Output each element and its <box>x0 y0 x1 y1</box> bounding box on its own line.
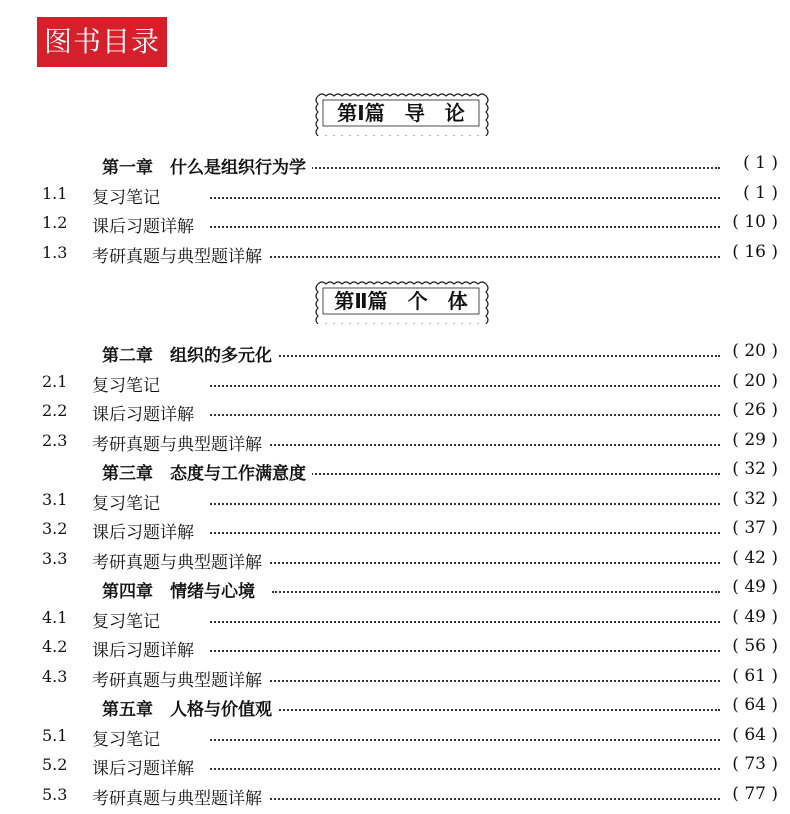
page-number: ( 1 ) <box>743 153 778 173</box>
section-row[interactable] <box>0 751 790 780</box>
section-title: 考研真题与典型题详解 <box>92 242 268 267</box>
section-number: 5.2 <box>42 755 68 774</box>
chapter-row[interactable] <box>0 692 790 721</box>
leader-dots <box>210 532 720 534</box>
leader-dots <box>210 621 720 623</box>
leader-dots <box>272 709 720 711</box>
section-number: 1.1 <box>42 183 68 203</box>
page-number: ( 26 ) <box>732 400 778 420</box>
section-row[interactable] <box>0 239 790 268</box>
section-number: 4.1 <box>42 607 68 627</box>
section-number: 2.3 <box>42 430 68 450</box>
section-title: 复习笔记 <box>92 371 166 396</box>
section-row[interactable] <box>0 545 790 574</box>
leader-dots <box>210 680 720 682</box>
section-title: 复习笔记 <box>92 607 166 632</box>
leader-dots <box>272 591 720 593</box>
section-number: 1.2 <box>42 213 68 232</box>
chapter-title: 第一章 什么是组织行为学 <box>102 153 312 178</box>
leader-dots <box>210 503 720 505</box>
part-title: 第Ⅰ篇 导 论 <box>337 101 465 125</box>
page-number: ( 37 ) <box>732 518 778 538</box>
section-row[interactable] <box>0 427 790 456</box>
leader-dots <box>272 167 720 169</box>
page-number: ( 64 ) <box>732 695 778 715</box>
section-row[interactable] <box>0 209 790 238</box>
chapter-title: 第二章 组织的多元化 <box>102 341 278 366</box>
section-number: 3.1 <box>42 489 68 509</box>
leader-dots <box>272 355 720 357</box>
section-number: 5.1 <box>42 725 68 745</box>
chapter-title: 第四章 情绪与心境 <box>102 577 261 602</box>
chapter-row[interactable] <box>0 150 790 179</box>
chapter-row[interactable] <box>0 574 790 603</box>
leader-dots <box>210 768 720 770</box>
leader-dots <box>210 444 720 446</box>
page-number: ( 20 ) <box>732 341 778 361</box>
section-row[interactable] <box>0 515 790 544</box>
leader-dots <box>210 414 720 416</box>
section-title: 课后习题详解 <box>92 754 200 779</box>
chapter-title: 第三章 态度与工作满意度 <box>102 459 312 484</box>
section-title: 考研真题与典型题详解 <box>92 430 268 455</box>
section-row[interactable] <box>0 663 790 692</box>
section-title: 课后习题详解 <box>92 636 200 661</box>
page-number: ( 1 ) <box>743 182 778 203</box>
page-number: ( 20 ) <box>732 370 778 391</box>
leader-dots <box>210 650 720 652</box>
section-number: 3.3 <box>42 548 68 568</box>
section-title: 复习笔记 <box>92 183 166 208</box>
part-heading <box>312 278 490 324</box>
section-title: 课后习题详解 <box>92 400 200 425</box>
page-number: ( 29 ) <box>732 429 778 450</box>
chapter-title: 第五章 人格与价值观 <box>102 695 278 720</box>
page-number: ( 42 ) <box>732 547 778 568</box>
toc-badge: 图书目录 <box>37 17 167 67</box>
leader-dots <box>210 562 720 564</box>
section-title: 课后习题详解 <box>92 518 200 543</box>
page-number: ( 32 ) <box>732 488 778 509</box>
section-number: 2.2 <box>42 401 68 420</box>
chapter-row[interactable] <box>0 338 790 367</box>
section-number: 1.3 <box>42 242 68 262</box>
section-number: 3.2 <box>42 519 68 538</box>
section-title: 考研真题与典型题详解 <box>92 784 268 809</box>
page-number: ( 10 ) <box>732 212 778 232</box>
section-title: 考研真题与典型题详解 <box>92 666 268 691</box>
section-number: 4.3 <box>42 666 68 686</box>
page-number: ( 49 ) <box>732 606 778 627</box>
page-number: ( 61 ) <box>732 665 778 686</box>
section-title: 课后习题详解 <box>92 212 200 237</box>
leader-dots <box>272 473 720 475</box>
leader-dots <box>210 385 720 387</box>
leader-dots <box>210 226 720 228</box>
section-row[interactable] <box>0 180 790 209</box>
section-title: 考研真题与典型题详解 <box>92 548 268 573</box>
section-row[interactable] <box>0 722 790 751</box>
section-row[interactable] <box>0 633 790 662</box>
page-number: ( 32 ) <box>732 459 778 479</box>
part-heading <box>312 90 490 136</box>
section-row[interactable] <box>0 397 790 426</box>
section-row[interactable] <box>0 781 790 810</box>
page-number: ( 73 ) <box>732 754 778 774</box>
page-number: ( 56 ) <box>732 636 778 656</box>
leader-dots <box>210 256 720 258</box>
part-title: 第Ⅱ篇 个 体 <box>334 289 468 313</box>
section-number: 2.1 <box>42 371 68 391</box>
leader-dots <box>210 197 720 199</box>
section-number: 4.2 <box>42 637 68 656</box>
leader-dots <box>210 798 720 800</box>
section-title: 复习笔记 <box>92 489 166 514</box>
page-number: ( 16 ) <box>732 241 778 262</box>
section-number: 5.3 <box>42 784 68 804</box>
section-title: 复习笔记 <box>92 725 166 750</box>
page-number: ( 64 ) <box>732 724 778 745</box>
section-row[interactable] <box>0 368 790 397</box>
section-row[interactable] <box>0 604 790 633</box>
page-number: ( 77 ) <box>732 783 778 804</box>
chapter-row[interactable] <box>0 456 790 485</box>
page-number: ( 49 ) <box>732 577 778 597</box>
section-row[interactable] <box>0 486 790 515</box>
leader-dots <box>210 739 720 741</box>
